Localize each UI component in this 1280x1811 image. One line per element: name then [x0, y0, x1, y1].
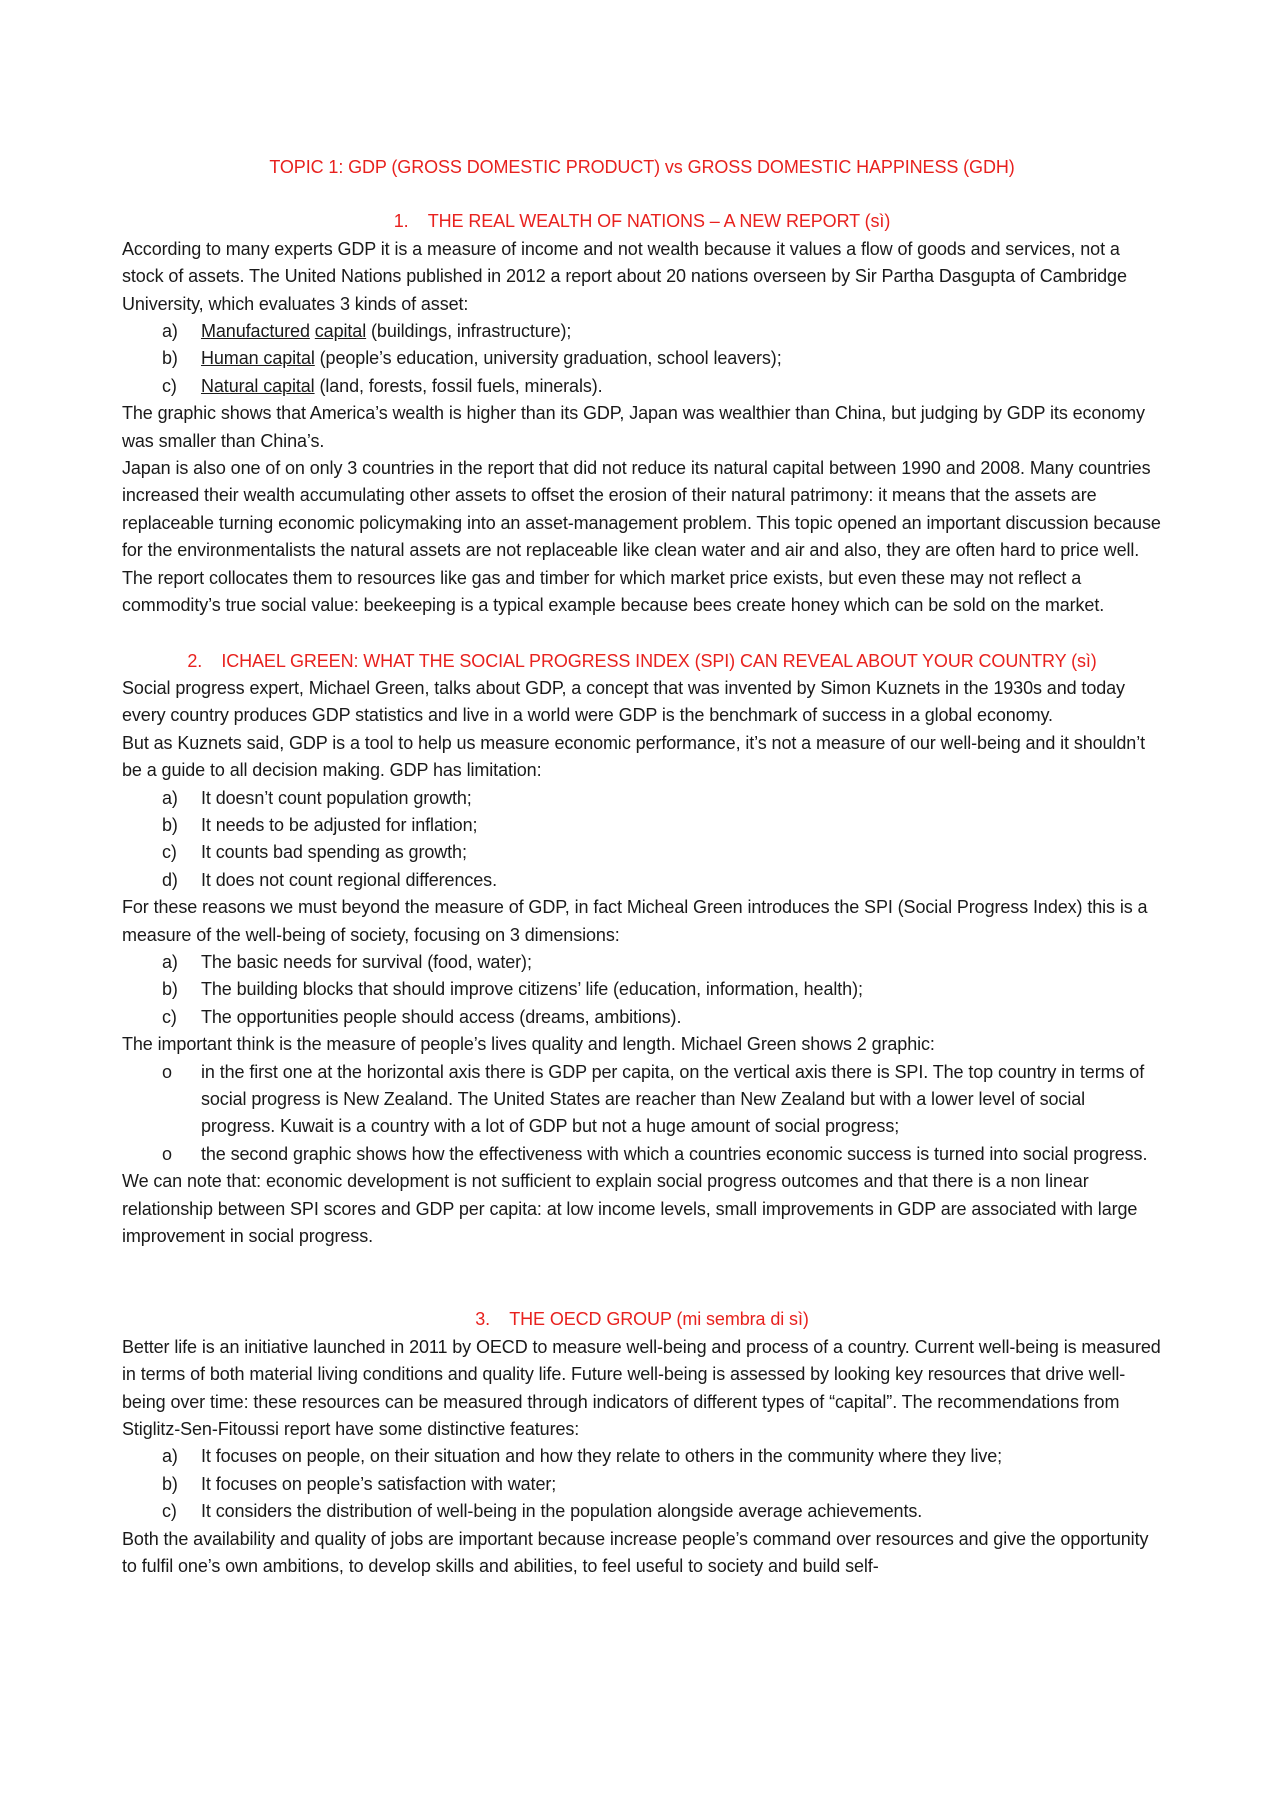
list-text: It needs to be adjusted for inflation;	[201, 814, 478, 835]
list-label: b)	[162, 348, 178, 369]
section-1-number: 1.	[393, 211, 409, 232]
list-label: b)	[162, 1473, 178, 1494]
asset-term: capital	[314, 321, 367, 342]
section-2-paragraph: For these reasons we must beyond the measure of GDP, in fact Micheal Green introduces the SPI (Social Progress Index) this is a measure of the well-being of society, focusing on 3 dimensions:	[122, 897, 1148, 945]
list-text: It doesn’t count population growth;	[201, 787, 472, 808]
list-item	[122, 1498, 1162, 1525]
list-label: a)	[162, 321, 178, 342]
section-2-paragraph: But as Kuznets said, GDP is a tool to help us measure economic performance, it’s not a measure of our well-being and it shouldn’t be a guide to all decision making. GDP has limitation:	[122, 732, 1145, 781]
list-label: c)	[162, 842, 177, 863]
list-item	[122, 812, 1162, 839]
section-3-heading-text: THE OECD GROUP (mi sembra di sì)	[509, 1309, 809, 1330]
section-1-heading-text: THE REAL WEALTH OF NATIONS – A NEW REPORT (sì)	[427, 211, 891, 232]
asset-description: (people’s education, university graduation, school leavers);	[314, 348, 782, 369]
list-item	[122, 1443, 1162, 1470]
bullet-icon: o	[162, 1143, 172, 1164]
list-item	[122, 318, 1162, 345]
list-text: The building blocks that should improve citizens’ life (education, information, health);	[201, 979, 863, 1000]
list-text: It focuses on people, on their situation and how they relate to others in the community where they live;	[201, 1446, 1003, 1467]
asset-term: Human capital	[201, 348, 315, 369]
document-body	[122, 154, 1162, 1581]
list-text: It focuses on people’s satisfaction with water;	[201, 1473, 557, 1494]
document-title: TOPIC 1: GDP (GROSS DOMESTIC PRODUCT) vs GROSS DOMESTIC HAPPINESS (GDH)	[269, 157, 1015, 177]
list-label: c)	[162, 1006, 177, 1027]
section-2-heading	[122, 648, 1162, 675]
list-label: d)	[162, 869, 178, 890]
limitation-list	[122, 785, 1162, 895]
section-3-paragraph: Better life is an initiative launched in 2011 by OECD to measure well-being and process of a country. Current well-being is measured in terms of both material living conditions and quality life. Future well-being is assessed by looking key resources that drive well-being over time: these resources can be measured through indicators of different types of “capital”. The recommendations from Stiglitz-Sen-Fitoussi report have some distinctive features:	[122, 1336, 1161, 1440]
feature-list	[122, 1443, 1162, 1525]
list-text: It considers the distribution of well-being in the population alongside average achievements.	[201, 1501, 923, 1522]
list-item	[122, 373, 1162, 400]
list-item	[122, 839, 1162, 866]
list-item	[122, 785, 1162, 812]
section-2-heading-text: ICHAEL GREEN: WHAT THE SOCIAL PROGRESS INDEX (SPI) CAN REVEAL ABOUT YOUR COUNTRY (sì)	[221, 650, 1097, 671]
section-3-heading	[122, 1306, 1162, 1333]
list-item	[122, 949, 1162, 976]
list-item	[122, 345, 1162, 372]
list-label: a)	[162, 951, 178, 972]
list-text: The basic needs for survival (food, water);	[201, 951, 532, 972]
list-text: It does not count regional differences.	[201, 869, 497, 890]
bullet-icon: o	[162, 1061, 172, 1082]
list-item	[122, 1141, 1162, 1168]
asset-term: Natural capital	[201, 375, 315, 396]
asset-term: Manufactured	[201, 321, 310, 342]
section-2-paragraph: The important think is the measure of people’s lives quality and length. Michael Green shows 2 graphic:	[122, 1034, 935, 1055]
section-1-heading	[122, 208, 1162, 235]
section-2-paragraph: Social progress expert, Michael Green, talks about GDP, a concept that was invented by Simon Kuznets in the 1930s and today every country produces GDP statistics and live in a world were GDP is the benchmark of success in a global economy.	[122, 677, 1125, 726]
list-label: c)	[162, 1501, 177, 1522]
graphic-list	[122, 1059, 1162, 1169]
list-item	[122, 1059, 1162, 1141]
list-label: a)	[162, 1446, 178, 1467]
section-3-number: 3.	[475, 1309, 491, 1330]
list-label: b)	[162, 979, 178, 1000]
list-item	[122, 867, 1162, 894]
section-2-paragraph: We can note that: economic development is not sufficient to explain social progress outcomes and that there is a non linear relationship between SPI scores and GDP per capita: at low income levels, small improvements in GDP are associated with large improvement in social progress.	[122, 1171, 1138, 1247]
asset-description: (land, forests, fossil fuels, minerals).	[314, 375, 603, 396]
list-item	[122, 1471, 1162, 1498]
section-1-intro: According to many experts GDP it is a measure of income and not wealth because it values a flow of goods and services, not a stock of assets. The United Nations published in 2012 a report about 20 nations overseen by Sir Partha Dasgupta of Cambridge University, which evaluates 3 kinds of asset:	[122, 238, 1127, 314]
asset-description: (buildings, infrastructure);	[366, 321, 572, 342]
list-text: in the first one at the horizontal axis there is GDP per capita, on the vertical axis there is SPI. The top country in terms of social progress is New Zealand. The United States are reacher than New Zealand but with a lower level of social progress. Kuwait is a country with a lot of GDP but not a huge amount of social progress;	[201, 1061, 1145, 1137]
list-text: The opportunities people should access (dreams, ambitions).	[201, 1006, 682, 1027]
list-item	[122, 976, 1162, 1003]
section-1-paragraph: The graphic shows that America’s wealth is higher than its GDP, Japan was wealthier than China, but judging by GDP its economy was smaller than China’s.	[122, 403, 1145, 451]
asset-list	[122, 318, 1162, 400]
list-label: a)	[162, 787, 178, 808]
list-item	[122, 1004, 1162, 1031]
list-label: c)	[162, 375, 177, 396]
section-3-paragraph: Both the availability and quality of jobs are important because increase people’s command over resources and give the opportunity to fulfil one’s own ambitions, to develop skills and abilities, to feel useful to society and build self-	[122, 1528, 1149, 1577]
section-1-paragraph: The report collocates them to resources like gas and timber for which market price exists, but even these may not reflect a commodity’s true social value: beekeeping is a typical example because bees create honey which can be sold on the market.	[122, 567, 1105, 616]
dimension-list	[122, 949, 1162, 1031]
list-label: b)	[162, 814, 178, 835]
section-1-paragraph: Japan is also one of on only 3 countries in the report that did not reduce its natural capital between 1990 and 2008. Many countries increased their wealth accumulating other assets to offset the erosion of their natural patrimony: it means that the assets are replaceable turning economic policymaking into an asset-management problem. This topic opened an important discussion because for the environmentalists the natural assets are not replaceable like clean water and air and also, they are often hard to price well.	[122, 458, 1161, 561]
list-text: It counts bad spending as growth;	[201, 842, 467, 863]
list-text: the second graphic shows how the effectiveness with which a countries economic success is turned into social progress.	[201, 1143, 1148, 1164]
section-2-number: 2.	[187, 650, 203, 671]
